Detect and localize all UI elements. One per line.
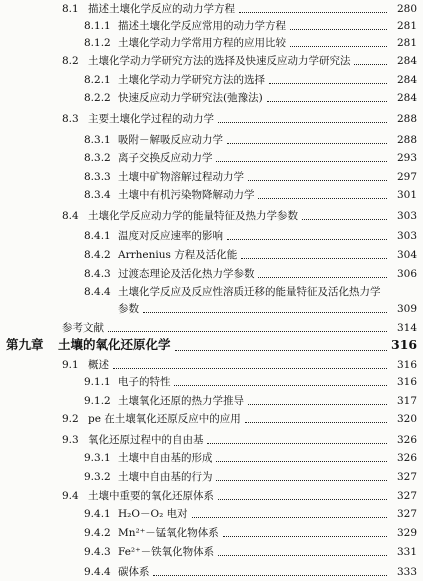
toc-entry [0, 265, 423, 283]
toc-entry [0, 149, 423, 167]
entry-number: 8.2 [62, 55, 79, 67]
page-number: 326 [396, 452, 417, 464]
entry-number: 第九章 [6, 337, 44, 352]
toc-entry [0, 410, 423, 428]
toc-entry [0, 186, 423, 204]
dot-leader [267, 101, 387, 102]
entry-number: 9.1.2 [84, 395, 111, 407]
entry-title: H₂O－O₂ 电对 [118, 508, 188, 520]
entry-title: 电子的特性 [118, 376, 171, 388]
dot-leader [223, 536, 387, 537]
entry-title: 土壤化学动力学常用方程的应用比较 [118, 37, 286, 49]
page-number: 327 [396, 471, 417, 483]
toc-entry [0, 0, 423, 18]
entry-number: 9.4 [62, 490, 79, 502]
toc-entry [0, 487, 423, 505]
entry-number: 9.2 [62, 413, 79, 425]
toc-entry [0, 373, 423, 391]
toc-entry [0, 246, 423, 264]
page-number: 284 [396, 55, 417, 67]
page-number: 301 [396, 189, 417, 201]
entry-title: pe 在土壤氧化还原反应中的应用 [88, 413, 241, 425]
page-number: 303 [396, 230, 417, 242]
toc-entry [0, 543, 423, 561]
page-number: 316 [396, 359, 417, 371]
entry-number: 9.3.1 [84, 452, 111, 464]
page-number: 317 [396, 395, 417, 407]
entry-title: 参数 [118, 303, 139, 315]
page-number: 284 [396, 92, 417, 104]
toc-entry [0, 17, 423, 35]
chapter-entry [0, 336, 423, 354]
entry-title: 吸附－解吸反应动力学 [118, 134, 223, 146]
page-number: 327 [396, 490, 417, 502]
dot-leader [216, 480, 387, 481]
entry-number: 8.2.2 [84, 92, 111, 104]
entry-number: 9.4.1 [84, 508, 111, 520]
entry-title: 土壤化学反应及反应性溶质迁移的能量特征及活化热力学 [118, 286, 381, 298]
entry-title: 土壤中有机污染物降解动力学 [118, 189, 255, 201]
page-number: 306 [396, 268, 417, 280]
entry-title: Arrhenius 方程及活化能 [118, 249, 238, 261]
toc-entry [0, 227, 423, 245]
entry-number: 9.1 [62, 359, 79, 371]
page-number: 316 [391, 337, 418, 352]
dot-leader [175, 350, 387, 351]
dot-leader [192, 517, 387, 518]
page-number: 327 [396, 508, 417, 520]
entry-title: 土壤的氧化还原化学 [58, 337, 171, 352]
entry-number: 8.4.4 [84, 286, 111, 298]
entry-title: 描述土壤化学反应的动力学方程 [88, 3, 235, 15]
page-number: 288 [396, 134, 417, 146]
toc-entry [0, 468, 423, 486]
entry-title: 快速反应动力学研究法(弛豫法) [118, 92, 263, 104]
entry-number: 8.3.4 [84, 189, 111, 201]
dot-leader [227, 143, 387, 144]
dot-leader [207, 443, 387, 444]
page-number: 288 [396, 113, 417, 125]
page-number: 333 [396, 566, 417, 578]
dot-leader [108, 331, 387, 332]
entry-title: 土壤中重要的氧化还原体系 [88, 490, 214, 502]
entry-number: 8.3.3 [84, 171, 111, 183]
dot-leader [290, 46, 387, 47]
page-number: 297 [396, 171, 417, 183]
entry-number: 9.4.4 [84, 566, 111, 578]
entry-title: 参考文献 [62, 322, 104, 334]
entry-title: 土壤化学动力学研究方法的选择及快速反应动力学研究法 [88, 55, 351, 67]
dot-leader [218, 499, 387, 500]
entry-number: 8.3.1 [84, 134, 111, 146]
page-number: 281 [396, 20, 417, 32]
dot-leader [218, 122, 387, 123]
page-number: 281 [396, 37, 417, 49]
page-number: 326 [396, 434, 417, 446]
entry-title: 碳体系 [118, 566, 150, 578]
dot-leader [239, 12, 387, 13]
dot-leader [248, 404, 387, 405]
toc-entry [0, 505, 423, 523]
entry-title: 温度对反应速率的影响 [118, 230, 223, 242]
page-number: 303 [396, 210, 417, 222]
entry-number: 8.1.1 [84, 20, 111, 32]
entry-number: 8.4.1 [84, 230, 111, 242]
dot-leader [113, 368, 387, 369]
entry-number: 8.1.2 [84, 37, 111, 49]
dot-leader [302, 219, 387, 220]
toc-entry [0, 356, 423, 374]
dot-leader [218, 555, 387, 556]
toc-entry [0, 392, 423, 410]
entry-number: 9.3.2 [84, 471, 111, 483]
dot-leader [143, 312, 387, 313]
entry-number: 9.1.1 [84, 376, 111, 388]
toc-entry [0, 34, 423, 52]
dot-leader [216, 161, 387, 162]
dot-leader [269, 83, 387, 84]
entry-number: 8.3.2 [84, 152, 111, 164]
entry-title: 土壤中自由基的行为 [118, 471, 213, 483]
page-number: 280 [396, 3, 417, 15]
toc-entry [0, 431, 423, 449]
entry-number: 8.4.3 [84, 268, 111, 280]
dot-leader [354, 64, 387, 65]
dot-leader [227, 239, 387, 240]
toc-entry [0, 207, 423, 225]
page-number: 316 [396, 376, 417, 388]
page-number: 284 [396, 74, 417, 86]
entry-number: 8.1 [62, 3, 79, 15]
dot-leader [258, 198, 387, 199]
entry-number: 8.4.2 [84, 249, 111, 261]
entry-number: 9.3 [62, 434, 79, 446]
entry-title: 土壤化学动力学研究方法的选择 [118, 74, 265, 86]
dot-leader [248, 180, 387, 181]
toc-entry [0, 300, 423, 318]
entry-number: 9.4.2 [84, 527, 111, 539]
entry-number: 9.4.3 [84, 546, 111, 558]
toc-entry [0, 563, 423, 581]
entry-title: 过渡态理论及活化热力学参数 [118, 268, 255, 280]
entry-title: 土壤中矿物溶解过程动力学 [118, 171, 244, 183]
entry-title: 主要土壤化学过程的动力学 [88, 113, 214, 125]
dot-leader [153, 575, 387, 576]
entry-title: Mn²⁺－锰氧化物体系 [118, 527, 219, 539]
dot-leader [241, 258, 387, 259]
entry-title: 离子交换反应动力学 [118, 152, 213, 164]
dot-leader [216, 461, 387, 462]
entry-title: 概述 [88, 359, 109, 371]
page-number: 309 [396, 303, 417, 315]
dot-leader [290, 29, 387, 30]
entry-title: 土壤氧化还原的热力学推导 [118, 395, 244, 407]
toc-entry [0, 52, 423, 70]
toc-entry [0, 110, 423, 128]
dot-leader [258, 277, 387, 278]
entry-title: 土壤化学反应动力学的能量特征及热力学参数 [88, 210, 298, 222]
entry-title: 土壤中自由基的形成 [118, 452, 213, 464]
entry-title: 描述土壤化学反应常用的动力学方程 [118, 20, 286, 32]
toc-entry [0, 524, 423, 542]
entry-title: Fe²⁺－铁氧化物体系 [118, 546, 215, 558]
entry-title: 氧化还原过程中的自由基 [88, 434, 204, 446]
page-number: 329 [396, 527, 417, 539]
toc-entry [0, 89, 423, 107]
toc-entry [0, 449, 423, 467]
toc-entry [0, 131, 423, 149]
entry-number: 8.4 [62, 210, 79, 222]
dot-leader [245, 422, 387, 423]
page-number: 293 [396, 152, 417, 164]
page-number: 304 [396, 249, 417, 261]
toc-entry [0, 319, 423, 337]
dot-leader [174, 385, 387, 386]
page-number: 331 [396, 546, 417, 558]
entry-number: 8.2.1 [84, 74, 111, 86]
toc-entry [0, 71, 423, 89]
entry-number: 8.3 [62, 113, 79, 125]
toc-entry [0, 283, 423, 301]
page-number: 314 [396, 322, 417, 334]
page-number: 320 [396, 413, 417, 425]
toc-entry [0, 168, 423, 186]
